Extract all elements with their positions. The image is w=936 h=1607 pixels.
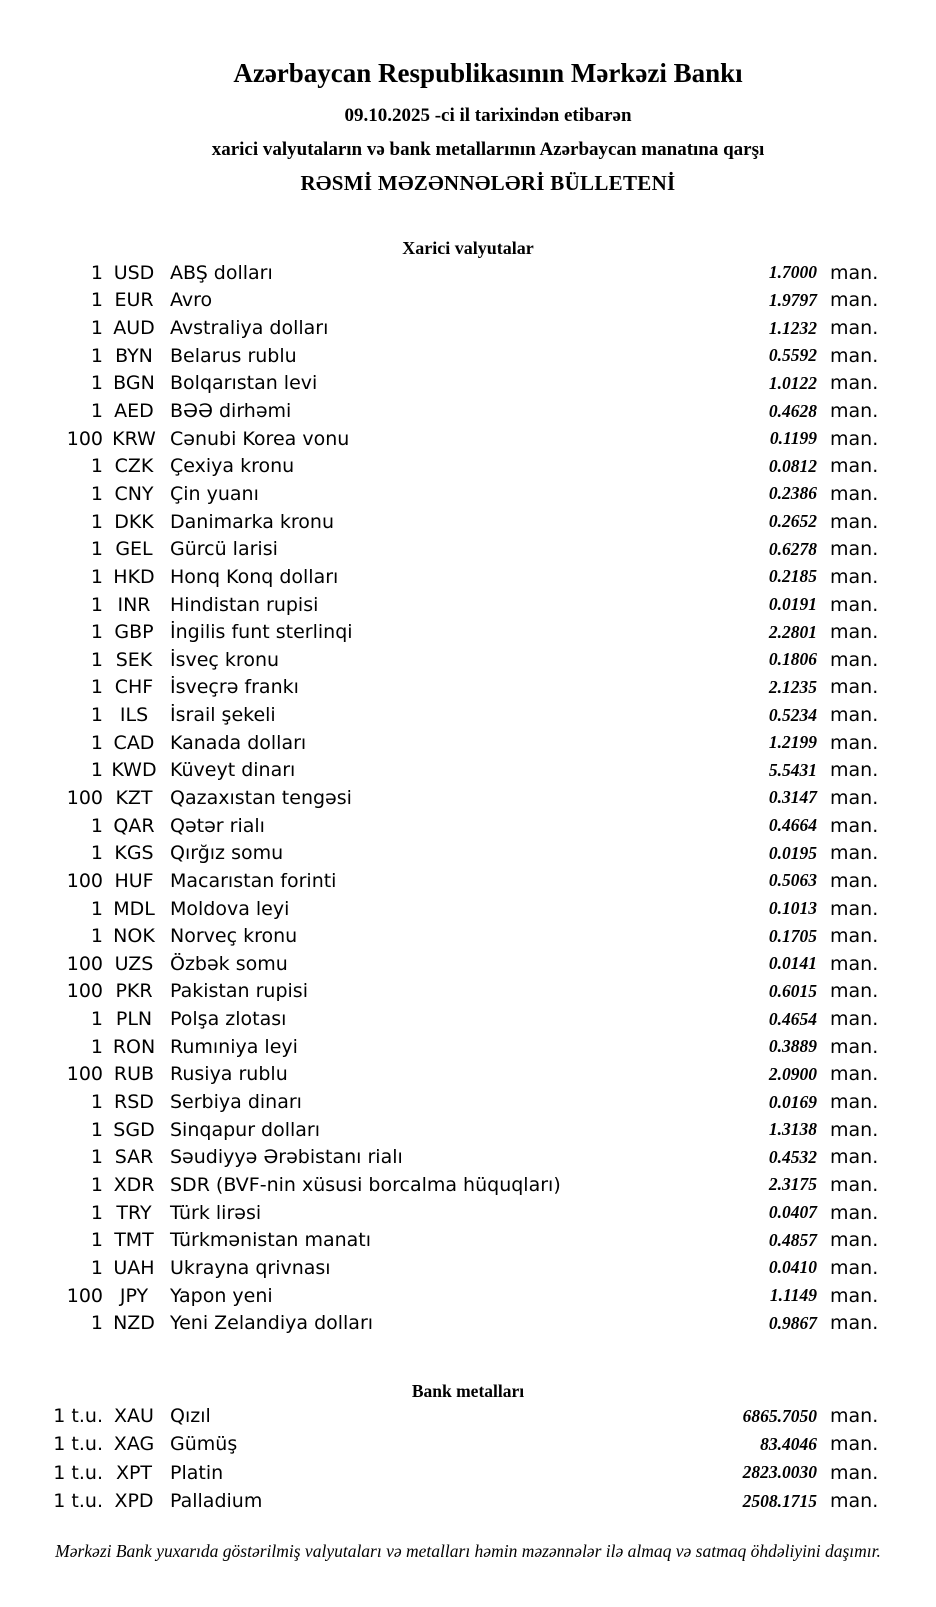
row-rate-value: 0.5592 (768, 345, 817, 366)
row-unit-label: man. (830, 400, 879, 423)
row-rate-value: 2.3175 (768, 1174, 817, 1195)
row-unit-label: man. (830, 897, 879, 920)
table-row (0, 1061, 936, 1089)
table-row (0, 1033, 936, 1061)
row-currency-name: Palladium (170, 1490, 263, 1513)
row-currency-name: Avro (170, 289, 213, 312)
row-unit-label: man. (830, 980, 879, 1003)
table-row (0, 1116, 936, 1144)
row-quantity: 1 (90, 897, 103, 920)
row-currency-name: Qırğız somu (170, 842, 284, 865)
row-currency-code: AED (114, 400, 154, 423)
row-currency-name: Gümüş (170, 1433, 238, 1456)
bulletin-subtitle: xarici valyutaların və bank metallarının Azərbaycan manatına qarşı (211, 139, 765, 160)
row-currency-name: Gürcü larisi (170, 538, 278, 561)
row-currency-name: Polşa zlotası (170, 1008, 287, 1031)
table-row (0, 646, 936, 674)
table-row (0, 978, 936, 1006)
bank-metals-heading: Bank metalları (411, 1380, 525, 1401)
row-quantity: 1 (90, 317, 103, 340)
row-currency-code: XPT (115, 1461, 153, 1484)
row-quantity: 1 (90, 731, 103, 754)
table-row (0, 729, 936, 757)
row-quantity: 1 (90, 1256, 103, 1279)
row-currency-name: Qızıl (170, 1405, 211, 1428)
row-currency-name: Belarus rublu (170, 344, 297, 367)
row-quantity: 1 t.u. (53, 1405, 103, 1428)
row-quantity: 1 (90, 400, 103, 423)
row-rate-value: 0.4857 (768, 1229, 817, 1250)
row-unit-label: man. (830, 786, 879, 809)
row-rate-value: 0.4654 (768, 1008, 817, 1029)
table-row (0, 922, 936, 950)
row-quantity: 1 (90, 648, 103, 671)
row-currency-code: KRW (112, 427, 156, 450)
row-currency-code: UZS (114, 952, 154, 975)
row-rate-value: 0.0195 (768, 842, 817, 863)
table-row (0, 867, 936, 895)
row-currency-name: BƏƏ dirhəmi (170, 400, 292, 423)
row-quantity: 100 (66, 1284, 103, 1307)
row-currency-code: XDR (113, 1173, 155, 1196)
row-quantity: 1 (90, 289, 103, 312)
row-rate-value: 1.9797 (768, 289, 817, 310)
foreign-currencies-heading: Xarici valyutalar (402, 238, 534, 258)
row-currency-code: RSD (114, 1091, 154, 1114)
row-unit-label: man. (830, 814, 879, 837)
table-row (0, 1171, 936, 1199)
table-row (0, 1459, 936, 1487)
row-currency-name: Küveyt dinarı (170, 759, 296, 782)
row-rate-value: 0.0812 (768, 455, 817, 476)
table-row (0, 591, 936, 619)
row-currency-code: HKD (113, 565, 155, 588)
row-rate-value: 1.3138 (768, 1119, 817, 1140)
row-rate-value: 0.1705 (768, 925, 817, 946)
row-currency-name: Bolqarıstan levi (170, 372, 318, 395)
row-unit-label: man. (830, 1312, 879, 1335)
table-row (0, 1199, 936, 1227)
row-currency-name: Hindistan rupisi (170, 593, 319, 616)
row-unit-label: man. (830, 344, 879, 367)
table-row (0, 425, 936, 453)
row-quantity: 100 (66, 869, 103, 892)
row-quantity: 1 (90, 1091, 103, 1114)
effective-date: 09.10.2025 -ci il tarixindən etibarən (344, 105, 632, 126)
row-unit-label: man. (830, 482, 879, 505)
row-rate-value: 1.1232 (768, 317, 817, 338)
row-unit-label: man. (830, 1229, 879, 1252)
row-rate-value: 0.0141 (768, 953, 817, 974)
row-unit-label: man. (830, 1284, 879, 1307)
row-unit-label: man. (830, 1201, 879, 1224)
row-currency-name: Türk lirəsi (170, 1201, 262, 1224)
row-currency-name: ABŞ dolları (170, 261, 273, 284)
table-row (0, 784, 936, 812)
row-quantity: 1 (90, 1035, 103, 1058)
row-currency-name: Səudiyyə Ərəbistanı rialı (170, 1146, 403, 1169)
row-unit-label: man. (830, 1146, 879, 1169)
row-unit-label: man. (830, 842, 879, 865)
row-currency-code: CHF (114, 676, 154, 699)
row-currency-name: Qətər rialı (170, 814, 265, 837)
row-currency-code: DKK (114, 510, 154, 533)
row-quantity: 1 (90, 1008, 103, 1031)
row-rate-value: 2.2801 (768, 621, 817, 642)
row-unit-label: man. (830, 317, 879, 340)
row-quantity: 1 (90, 565, 103, 588)
row-currency-code: XAG (113, 1433, 155, 1456)
row-currency-name: SDR (BVF-nin xüsusi borcalma hüquqları) (170, 1173, 561, 1196)
row-rate-value: 0.1806 (768, 649, 817, 670)
bank-metals-table (0, 1402, 936, 1515)
row-rate-value: 0.2386 (768, 483, 817, 504)
row-currency-code: PKR (115, 980, 153, 1003)
row-rate-value: 6865.7050 (742, 1405, 817, 1426)
row-rate-value: 0.9867 (768, 1312, 817, 1333)
table-row (0, 1309, 936, 1337)
row-unit-label: man. (830, 372, 879, 395)
row-quantity: 1 (90, 814, 103, 837)
row-rate-value: 0.1199 (769, 428, 817, 449)
row-currency-code: PLN (115, 1008, 153, 1031)
row-currency-name: İsveç kronu (170, 648, 280, 671)
row-rate-value: 0.3889 (768, 1036, 817, 1057)
row-unit-label: man. (830, 261, 879, 284)
row-quantity: 100 (66, 980, 103, 1003)
table-row (0, 508, 936, 536)
row-currency-code: QAR (113, 814, 155, 837)
row-unit-label: man. (830, 1173, 879, 1196)
row-currency-code: KGS (114, 842, 154, 865)
row-currency-code: CZK (114, 455, 154, 478)
row-currency-name: Yeni Zelandiya dolları (170, 1312, 374, 1335)
row-quantity: 1 (90, 676, 103, 699)
row-currency-code: TRY (116, 1201, 152, 1224)
bulletin-header (0, 0, 936, 196)
table-row (0, 812, 936, 840)
table-row (0, 1088, 936, 1116)
row-currency-code: ILS (119, 704, 149, 727)
row-unit-label: man. (830, 1490, 879, 1513)
table-row (0, 1402, 936, 1430)
row-rate-value: 0.3147 (768, 787, 817, 808)
row-currency-name: Sinqapur dolları (170, 1118, 321, 1141)
row-currency-code: GBP (114, 621, 154, 644)
row-currency-code: NZD (113, 1312, 155, 1335)
row-rate-value: 5.5431 (768, 759, 817, 780)
row-unit-label: man. (830, 1063, 879, 1086)
row-rate-value: 2.1235 (768, 676, 817, 697)
row-unit-label: man. (830, 704, 879, 727)
row-rate-value: 0.2652 (768, 511, 817, 532)
row-rate-value: 0.6015 (768, 980, 817, 1001)
row-unit-label: man. (830, 593, 879, 616)
row-rate-value: 1.2199 (768, 732, 817, 753)
row-quantity: 1 (90, 344, 103, 367)
row-currency-code: XPD (114, 1490, 154, 1513)
row-quantity: 1 (90, 759, 103, 782)
table-row (0, 480, 936, 508)
row-currency-name: Macarıstan forinti (170, 869, 337, 892)
table-row (0, 701, 936, 729)
row-quantity: 1 (90, 593, 103, 616)
footer-note: Mərkəzi Bank yuxarıda göstərilmiş valyutaları və metalları həmin məzənnələr ilə almaq və satmaq öhdəliyini daşımır. (55, 1541, 881, 1562)
bulletin-title: RƏSMİ MƏZƏNNƏLƏRİ BÜLLETENİ (300, 171, 676, 195)
table-row (0, 1226, 936, 1254)
row-currency-code: KWD (111, 759, 157, 782)
row-currency-name: Kanada dolları (170, 731, 307, 754)
foreign-currencies-table (0, 259, 936, 1337)
row-rate-value: 2823.0030 (742, 1462, 817, 1483)
row-quantity: 1 t.u. (53, 1461, 103, 1484)
row-rate-value: 83.4046 (760, 1433, 817, 1454)
row-currency-name: İsveçrə frankı (170, 676, 299, 699)
row-currency-code: USD (113, 261, 155, 284)
row-unit-label: man. (830, 1091, 879, 1114)
row-currency-name: Çexiya kronu (170, 455, 295, 478)
row-quantity: 1 (90, 704, 103, 727)
row-unit-label: man. (830, 731, 879, 754)
row-rate-value: 0.5063 (768, 870, 817, 891)
row-currency-code: KZT (115, 786, 153, 809)
row-currency-code: BYN (115, 344, 153, 367)
row-quantity: 1 (90, 538, 103, 561)
row-currency-name: Norveç kronu (170, 925, 298, 948)
table-row (0, 314, 936, 342)
row-currency-code: SAR (114, 1146, 154, 1169)
row-rate-value: 1.1149 (769, 1285, 817, 1306)
row-rate-value: 1.7000 (768, 262, 817, 283)
row-unit-label: man. (830, 676, 879, 699)
row-quantity: 1 (90, 842, 103, 865)
row-quantity: 1 (90, 482, 103, 505)
row-currency-code: EUR (114, 289, 154, 312)
row-rate-value: 0.0407 (768, 1202, 817, 1223)
table-row (0, 452, 936, 480)
row-currency-code: NOK (113, 925, 155, 948)
row-unit-label: man. (830, 1118, 879, 1141)
row-currency-name: İsrail şekeli (170, 704, 276, 727)
row-currency-name: Cənubi Korea vonu (170, 427, 350, 450)
row-quantity: 1 (90, 1229, 103, 1252)
table-row (0, 1144, 936, 1172)
row-currency-name: İngilis funt sterlinqi (170, 621, 353, 644)
row-currency-code: CNY (114, 482, 154, 505)
table-row (0, 342, 936, 370)
row-currency-name: Avstraliya dolları (170, 317, 329, 340)
table-row (0, 618, 936, 646)
row-rate-value: 0.2185 (768, 566, 817, 587)
row-unit-label: man. (830, 1035, 879, 1058)
row-rate-value: 2508.1715 (742, 1490, 817, 1511)
row-quantity: 1 (90, 1118, 103, 1141)
row-unit-label: man. (830, 648, 879, 671)
row-quantity: 1 (90, 1173, 103, 1196)
row-currency-name: Honq Konq dolları (170, 565, 339, 588)
row-rate-value: 0.4532 (768, 1146, 817, 1167)
row-currency-name: Serbiya dinarı (170, 1091, 302, 1114)
bank-title: Azərbaycan Respublikasının Mərkəzi Bankı (233, 58, 743, 88)
row-unit-label: man. (830, 925, 879, 948)
row-currency-name: Platin (170, 1461, 224, 1484)
table-row (0, 535, 936, 563)
row-currency-code: GEL (115, 538, 153, 561)
row-rate-value: 0.5234 (768, 704, 817, 725)
row-currency-name: Özbək somu (170, 952, 288, 975)
row-currency-name: Çin yuanı (170, 482, 259, 505)
row-currency-code: MDL (113, 897, 155, 920)
row-currency-name: Danimarka kronu (170, 510, 335, 533)
row-currency-code: TMT (114, 1229, 154, 1252)
row-quantity: 1 (90, 372, 103, 395)
row-unit-label: man. (830, 565, 879, 588)
table-row (0, 563, 936, 591)
row-currency-code: UAH (113, 1256, 155, 1279)
row-quantity: 1 (90, 925, 103, 948)
table-row (0, 370, 936, 398)
row-unit-label: man. (830, 759, 879, 782)
row-rate-value: 0.6278 (768, 538, 817, 559)
table-row (0, 1282, 936, 1310)
row-unit-label: man. (830, 538, 879, 561)
row-currency-code: HUF (114, 869, 154, 892)
row-rate-value: 0.4628 (768, 400, 817, 421)
row-unit-label: man. (830, 869, 879, 892)
table-row (0, 950, 936, 978)
table-row (0, 1487, 936, 1515)
row-currency-code: JPY (119, 1284, 149, 1307)
table-row (0, 839, 936, 867)
row-quantity: 1 (90, 455, 103, 478)
row-currency-name: Rusiya rublu (170, 1063, 288, 1086)
row-currency-code: BGN (113, 372, 155, 395)
row-rate-value: 0.0191 (768, 594, 817, 614)
row-currency-name: Yapon yeni (170, 1284, 273, 1307)
table-row (0, 757, 936, 785)
row-currency-name: Qazaxıstan tengəsi (170, 786, 352, 809)
row-unit-label: man. (830, 1405, 879, 1428)
row-unit-label: man. (830, 1256, 879, 1279)
row-currency-name: Pakistan rupisi (170, 980, 308, 1003)
row-unit-label: man. (830, 1433, 879, 1456)
row-unit-label: man. (830, 621, 879, 644)
row-currency-name: Ukrayna qrivnası (170, 1256, 331, 1279)
row-currency-code: RUB (113, 1063, 155, 1086)
row-quantity: 100 (66, 427, 103, 450)
row-quantity: 1 (90, 1201, 103, 1224)
row-quantity: 1 (90, 261, 103, 284)
row-currency-name: Moldova leyi (170, 897, 290, 920)
row-unit-label: man. (830, 952, 879, 975)
row-unit-label: man. (830, 455, 879, 478)
table-row (0, 259, 936, 287)
row-unit-label: man. (830, 510, 879, 533)
row-currency-code: RON (112, 1035, 156, 1058)
table-row (0, 1254, 936, 1282)
row-rate-value: 0.1013 (768, 898, 817, 919)
row-quantity: 1 (90, 1146, 103, 1169)
row-quantity: 100 (66, 952, 103, 975)
row-currency-code: SGD (113, 1118, 155, 1141)
row-quantity: 100 (66, 786, 103, 809)
row-quantity: 1 t.u. (53, 1490, 103, 1513)
row-rate-value: 0.0410 (768, 1257, 817, 1278)
row-quantity: 1 (90, 1312, 103, 1335)
row-currency-code: CAD (113, 731, 155, 754)
row-rate-value: 0.0169 (768, 1091, 817, 1112)
row-currency-code: XAU (114, 1405, 154, 1428)
row-currency-code: AUD (113, 317, 155, 340)
row-quantity: 100 (66, 1063, 103, 1086)
row-rate-value: 1.0122 (768, 372, 817, 393)
row-unit-label: man. (830, 427, 879, 450)
row-quantity: 1 (90, 510, 103, 533)
row-currency-name: Rumıniya leyi (170, 1035, 298, 1058)
table-row (0, 1430, 936, 1458)
row-unit-label: man. (830, 289, 879, 312)
row-unit-label: man. (830, 1008, 879, 1031)
row-rate-value: 2.0900 (768, 1063, 817, 1084)
row-quantity: 1 t.u. (53, 1433, 103, 1456)
row-currency-code: SEK (115, 648, 153, 671)
table-row (0, 895, 936, 923)
row-currency-code: INR (117, 593, 151, 616)
row-quantity: 1 (90, 621, 103, 644)
table-row (0, 674, 936, 702)
row-currency-name: Türkmənistan manatı (170, 1229, 372, 1252)
table-row (0, 397, 936, 425)
table-row (0, 1005, 936, 1033)
row-unit-label: man. (830, 1461, 879, 1484)
row-rate-value: 0.4664 (768, 815, 817, 836)
table-row (0, 287, 936, 315)
